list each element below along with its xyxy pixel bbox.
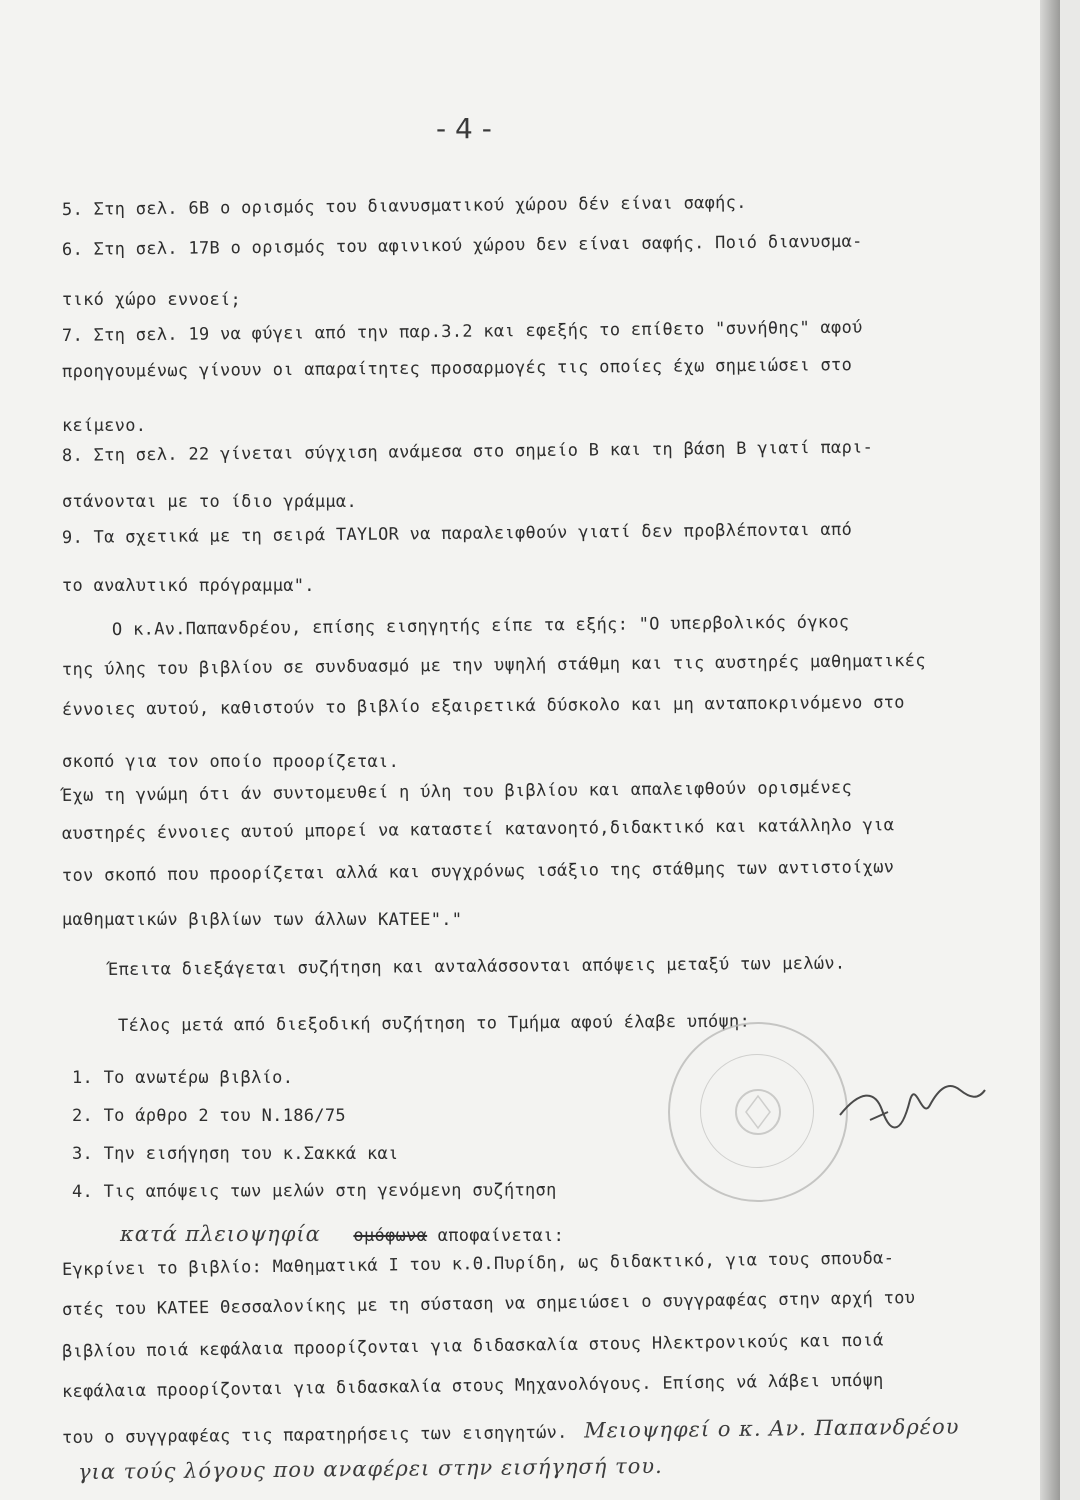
papandreou-line-5: Έχω τη γνώμη ότι άν συντομευθεί η ύλη του βιβλίου και απαλειφθούν ορισμένες bbox=[61, 777, 853, 806]
papandreou-line-1: Ο κ.Αν.Παπανδρέου, επίσης εισηγητής είπε τα εξής: "Ο υπερβολικός όγκος bbox=[111, 612, 850, 640]
item-6-line-2: τικό χώρο εννοεί; bbox=[62, 290, 242, 310]
papandreou-line-3: έννοιες αυτού, καθιστούν το βιβλίο εξαιρετικά δύσκολο και μη ανταποκρινόμενο στο bbox=[61, 692, 905, 720]
official-stamp bbox=[668, 1022, 848, 1202]
discussion-line: Έπειτα διεξάγεται συζήτηση και ανταλάσσονται απόψεις μεταξύ των μελών. bbox=[107, 953, 846, 980]
considered-item-4: 4. Τις απόψεις των μελών στη γενόμενη συζήτηση bbox=[71, 1180, 557, 1202]
item-8-line-1: 8. Στη σελ. 22 γίνεται σύγχιση ανάμεσα στο σημείο Β και τη βάση Β γιατί παρι- bbox=[61, 437, 874, 466]
item-8-line-2: στάνονται με το ίδιο γράμμα. bbox=[62, 492, 357, 512]
handwritten-reason: για τούς λόγους που αναφέρει στην εισήγησή του. bbox=[77, 1453, 663, 1484]
approval-line-1: Εγκρίνει το βιβλίο: Μαθηματικά Ι του κ.Θ.Πυρίδη, ως διδακτικό, για τους σπουδα- bbox=[61, 1248, 895, 1280]
considered-intro-line: Τέλος μετά από διεξοδική συζήτηση το Τμήμα αφού έλαβε υπόψη: bbox=[117, 1011, 751, 1036]
approval-line-3: βιβλίου ποιά κεφάλαια προορίζονται για διδασκαλία στους Ηλεκτρονικούς και ποιά bbox=[61, 1330, 884, 1362]
decision-line bbox=[120, 1222, 564, 1246]
considered-item-2: 2. Το άρθρο 2 του Ν.186/75 bbox=[72, 1106, 346, 1126]
papandreou-line-8: μαθηματικών βιβλίων των άλλων ΚΑΤΕΕ"." bbox=[62, 910, 463, 930]
considered-item-3: 3. Την εισήγηση του κ.Σακκά και bbox=[72, 1144, 399, 1164]
final-line bbox=[62, 1415, 960, 1448]
considered-item-1: 1. Το ανωτέρω βιβλίο. bbox=[72, 1068, 294, 1088]
papandreou-line-2: της ύλης του βιβλίου σε συνδυασμό με την υψηλή στάθμη και τις αυστηρές μαθηματικές bbox=[61, 650, 926, 680]
final-typed-text: του ο συγγραφέας τις παρατηρήσεις των εισηγητών. bbox=[61, 1422, 568, 1448]
struck-unanimously: ομόφωνα bbox=[353, 1226, 428, 1246]
stamp-emblem-icon bbox=[670, 1024, 846, 1200]
item-7-line-3: κείμενο. bbox=[62, 416, 147, 436]
signature-icon bbox=[830, 1060, 990, 1150]
item-7-line-1: 7. Στη σελ. 19 να φύγει από την παρ.3.2 και εφεξής το επίθετο "συνήθης" αφού bbox=[61, 317, 863, 346]
papandreou-line-6: αυστηρές έννοιες αυτού μπορεί να καταστεί κατανοητό,διδακτικό και κατάλληλο για bbox=[61, 815, 895, 844]
item-5-line: 5. Στη σελ. 6Β ο ορισμός του διανυσματικού χώρου δέν είναι σαφής. bbox=[61, 192, 747, 220]
decision-verb: αποφαίνεται: bbox=[437, 1226, 565, 1246]
handwritten-minority: Μειοψηφεί ο κ. Αν. Παπανδρέου bbox=[584, 1414, 960, 1443]
approval-line-2: στές του ΚΑΤΕΕ Θεσσαλονίκης με τη σύσταση να σημειώσει ο συγγραφέας στην αρχή του bbox=[61, 1288, 916, 1320]
handwritten-majority: κατά πλειοψηφία bbox=[120, 1222, 321, 1246]
page-edge-shadow bbox=[1040, 0, 1060, 1500]
item-6-line-1: 6. Στη σελ. 17Β ο ορισμός του αφινικού χώρου δεν είναι σαφής. Ποιό διανυσμα- bbox=[61, 231, 863, 260]
item-9-line-2: το αναλυτικό πρόγραμμα". bbox=[62, 576, 315, 596]
item-7-line-2: προηγουμένως γίνουν οι απαραίτητες προσαρμογές τις οποίες έχω σημειώσει στο bbox=[61, 355, 853, 382]
approval-line-4: κεφάλαια προορίζονται για διδασκαλία στους Μηχανολόγους. Επίσης νά λάβει υπόψη bbox=[61, 1370, 884, 1402]
item-9-line-1: 9. Τα σχετικά με τη σειρά TAYLOR να παραλειφθούν γιατί δεν προβλέπονται από bbox=[61, 519, 853, 548]
papandreou-line-4: σκοπό για τον οποίο προορίζεται. bbox=[62, 752, 400, 772]
papandreou-line-7: τον σκοπό που προορίζεται αλλά και συγχρόνως ισάξιο της στάθμης των αντιστοίχων bbox=[61, 857, 895, 886]
page-number: - 4 - bbox=[436, 112, 492, 145]
